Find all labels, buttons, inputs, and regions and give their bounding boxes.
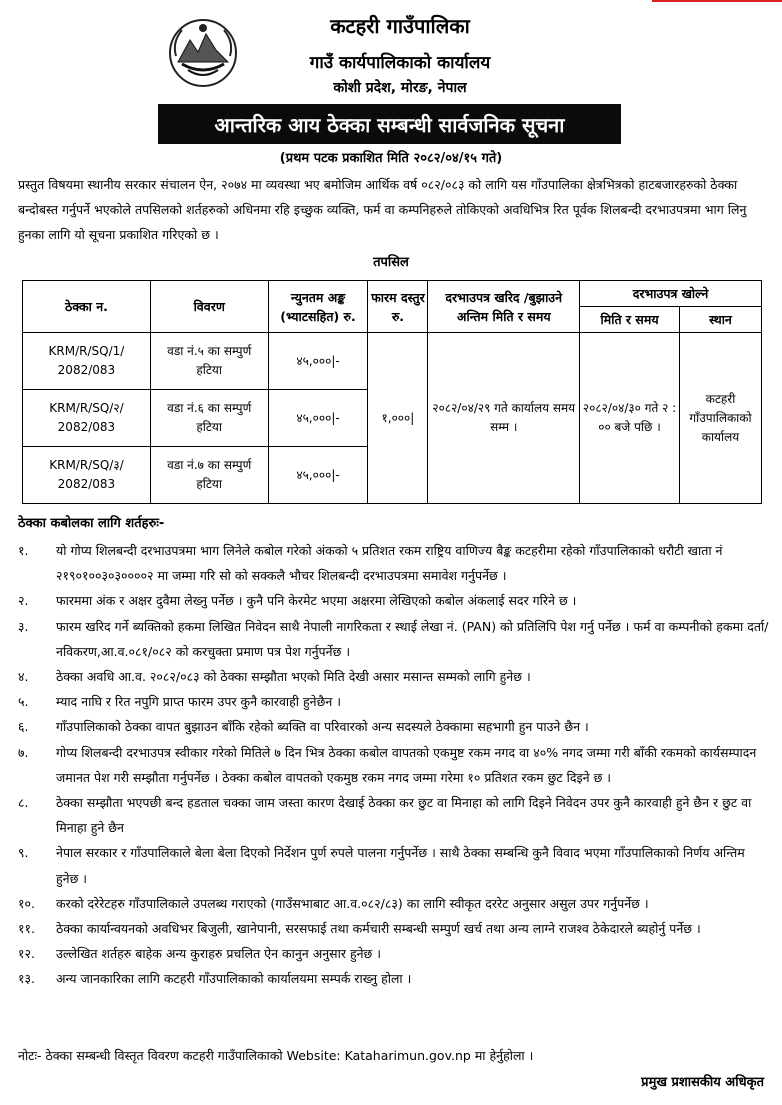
signature-title: प्रमुख प्रशासकीय अधिकृत <box>641 1075 764 1090</box>
term-number: ८. <box>18 795 29 811</box>
publish-date: (प्रथम पटक प्रकाशित मिति २०८२/०४/१५ गते) <box>279 151 503 166</box>
cell-opening-place: कटहरी गाँउपालिकाको कार्यालय <box>679 333 761 504</box>
term-text: ठेक्का सम्झौता भएपछी बन्द हडताल चक्का जाम जस्ता कारण देखाई ठेक्का कर छुट वा मिनाहा को लागि दिइने निवेदन उपर कुनै कारवाही हुने छैन र छुट वा मिनाहा हुने छैन <box>56 795 752 836</box>
list-item <box>18 588 770 613</box>
term-number: १३. <box>18 971 35 987</box>
list-item <box>18 840 770 890</box>
cell-description: वडा नं.६ का सम्पुर्ण हटिया <box>150 390 268 447</box>
col-description: विवरण <box>150 281 268 333</box>
term-text: म्याद नाघि र रित नपुगि प्राप्त फारम उपर कुनै कारवाही हुनेछैन । <box>56 694 342 710</box>
col-min-amount: न्युनतम अङ्क (भ्याटसहित) रु. <box>268 281 368 333</box>
term-number: ५. <box>18 694 29 710</box>
notice-title-banner <box>158 104 621 144</box>
col-opening-place: स्थान <box>679 307 761 333</box>
term-number: ७. <box>18 744 29 760</box>
cell-contract-no: KRM/R/SQ/२/ 2082/083 <box>23 390 151 447</box>
cell-contract-no: KRM/R/SQ/1/ 2082/083 <box>23 333 151 390</box>
cell-min-amount: ४५,०००|- <box>268 447 368 504</box>
col-opening: दरभाउपत्र खोल्ने <box>580 281 762 307</box>
term-text: नेपाल सरकार र गाँउपालिकाले बेला बेला दिएको निर्देशन पुर्ण रुपले पालना गर्नुपर्नेछ । साथै ठेक्का सम्बन्धि कुनै विवाद भएमा गाँउपालिकाको निर्णय अन्तिम हुनेछ । <box>56 845 745 886</box>
list-item <box>18 740 770 790</box>
term-text: गोप्य शिलबन्दी दरभाउपत्र स्वीकार गरेको मितिले ७ दिन भित्र ठेक्का कबोल वापतको एकमुष्ट रकम नगद वा ४०% नगद जम्मा गरी बाँकी रकमको कार्यसम्पादन जमानत पेश गरी सम्झौता गर्नुपर्नेछ । ठेक्का कबोल वापतको एकमुष्ठ रकम नगद जम्मा गरेमा १० प्रतिशत रकम छुट दिइने छ । <box>56 744 757 785</box>
term-text: उल्लेखित शर्तहरु बाहेक अन्य कुराहरु प्रचलित ऐन कानुन अनुसार हुनेछ । <box>56 946 381 962</box>
term-text: यो गोप्य शिलबन्दी दरभाउपत्रमा भाग लिनेले कबोल गरेको अंकको ५ प्रतिशत रकम राष्ट्रिय वाणिज्य बैङ्क कटहरीमा रहेको गाँउपालिकाको धरौटी खाता नं २१९०१००३०३००००२ मा जम्मा गरि सो को सक्कलै भौचर शिलबन्दी दरभाउपत्रमा समावेश गर्नुपर्नेछ । <box>56 543 723 584</box>
col-form-fee: फारम दस्तुर रु. <box>368 281 428 333</box>
term-number: ६. <box>18 719 29 735</box>
contract-table <box>22 280 762 504</box>
term-number: २. <box>18 593 29 609</box>
col-purchase-deadline: दरभाउपत्र खरिद /बुझाउने अन्तिम मिति र समय <box>428 281 580 333</box>
intro-paragraph: प्रस्तुत विषयमा स्थानीय सरकार संचालन ऐन, २०७४ मा व्यवस्था भए बमोजिम आर्थिक वर्ष ०८२/०८३ को लागि यस गाँउपालिका क्षेत्रभित्रको हाटबजारहरुको ठेक्का बन्दोबस्त गर्नुपर्ने भएकोले तपसिलको शर्तहरुको अधिनमा रहि इच्छुक व्यक्ति, फर्म वा कम्पनिहरुले तोकिएको अवधिभित्र रित पूर्वक शिलबन्दी दरभाउपत्रमा भाग लिनु हुनका लागि यो सूचना प्रकाशित गरिएको छ । <box>18 177 747 242</box>
col-opening-datetime: मिति र समय <box>580 307 680 333</box>
list-item <box>18 891 770 916</box>
cell-purchase-deadline: २०८२/०४/२९ गते कार्यालय समय सम्म । <box>428 333 580 504</box>
list-item <box>18 689 770 714</box>
list-item <box>18 941 770 966</box>
cell-form-fee: १,०००| <box>368 333 428 504</box>
col-contract-no: ठेक्का न. <box>23 281 151 333</box>
list-item <box>18 790 770 840</box>
term-number: १२. <box>18 946 35 962</box>
list-item <box>18 664 770 689</box>
term-number: ११. <box>18 921 35 937</box>
term-text: अन्य जानकारिका लागि कटहरी गाँउपालिकाको कार्यालयमा सम्पर्क राख्नु होला । <box>56 971 412 987</box>
term-text: गाँउपालिकाको ठेक्का वापत बुझाउन बाँकि रहेको ब्यक्ति वा परिवारको अन्य सदस्यले ठेक्कामा सहभागी हुन पाउने छैन । <box>56 719 589 735</box>
term-text: फारममा अंक र अक्षर दुवैमा लेख्नु पर्नेछ । कुनै पनि केरमेट भएमा अक्षरमा लेखिएको कबोल अंकलाई सदर गरिने छ । <box>56 593 577 609</box>
terms-list <box>18 538 770 992</box>
org-name: कटहरी गाउँपालिका <box>330 14 470 38</box>
term-text: ठेक्का अवधि आ.व. २०८२/०८३ को ठेक्का सम्झौता भएको मिति देखी असार मसान्त सम्मको लागि हुनेछ । <box>56 669 531 685</box>
list-item <box>18 714 770 739</box>
list-item <box>18 966 770 991</box>
notice-title: आन्तरिक आय ठेक्का सम्बन्धी सार्वजनिक सूचना <box>214 112 565 137</box>
term-text: ठेक्का कार्यान्वयनको अवधिभर बिजुली, खानेपानी, सरसफाई तथा कर्मचारी सम्बन्धी सम्पुर्ण खर्च तथा अन्य लाग्ने राजश्व ठेकेदारले ब्यहोर्नु पर्नेछ । <box>56 921 701 937</box>
table-row <box>23 333 762 390</box>
cell-description: वडा नं.७ का सम्पुर्ण हटिया <box>150 447 268 504</box>
office-address: कोशी प्रदेश, मोरङ, नेपाल <box>333 80 467 96</box>
term-number: १०. <box>18 895 35 911</box>
term-text: करको दरेरेटहरु गाँउपालिकाले उपलब्ध गराएको (गाउँसभाबाट आ.व.०८२/८३) का लागि स्वीकृत दररेट अनुसार असुल उपर गर्नुपर्नेछ । <box>56 895 649 911</box>
cell-min-amount: ४५,०००|- <box>268 333 368 390</box>
cell-description: वडा नं.५ का सम्पुर्ण हटिया <box>150 333 268 390</box>
cell-opening-datetime: २०८२/०४/३० गते २ : ०० बजे पछि । <box>580 333 680 504</box>
nepal-emblem-icon <box>168 18 238 88</box>
schedule-title: तपसिल <box>373 255 409 270</box>
cell-min-amount: ४५,०००|- <box>268 390 368 447</box>
list-item <box>18 916 770 941</box>
term-number: ९. <box>18 845 29 861</box>
list-item <box>18 614 770 664</box>
cell-contract-no: KRM/R/SQ/३/ 2082/083 <box>23 447 151 504</box>
terms-title: ठेक्का कबोलका लागि शर्तहरुः- <box>18 516 165 531</box>
term-number: ४. <box>18 669 29 685</box>
term-number: ३. <box>18 618 29 634</box>
website-note: नोटः- ठेक्का सम्बन्धी विस्तृत विवरण कटहरी गाउँपालिकाको Website: Kataharimun.gov.np मा हेर्नुहोला । <box>18 1048 534 1063</box>
corner-mark <box>652 0 782 6</box>
list-item <box>18 538 770 588</box>
office-name: गाउँ कार्यपालिकाको कार्यालय <box>309 53 491 73</box>
term-number: १. <box>18 543 29 558</box>
term-text: फारम खरिद गर्ने ब्यक्तिको हकमा लिखित निवेदन साथै नेपाली नागरिकता र स्थाई लेखा नं. (PAN) को प्रतिलिपि पेश गर्नु पर्नेछ । फर्म वा कम्पनीको हकमा दर्ता/नविकरण,आ.व.०८१/०८२ को करचुक्ता प्रमाण पत्र पेश गर्नुपर्नेछ । <box>56 618 769 659</box>
